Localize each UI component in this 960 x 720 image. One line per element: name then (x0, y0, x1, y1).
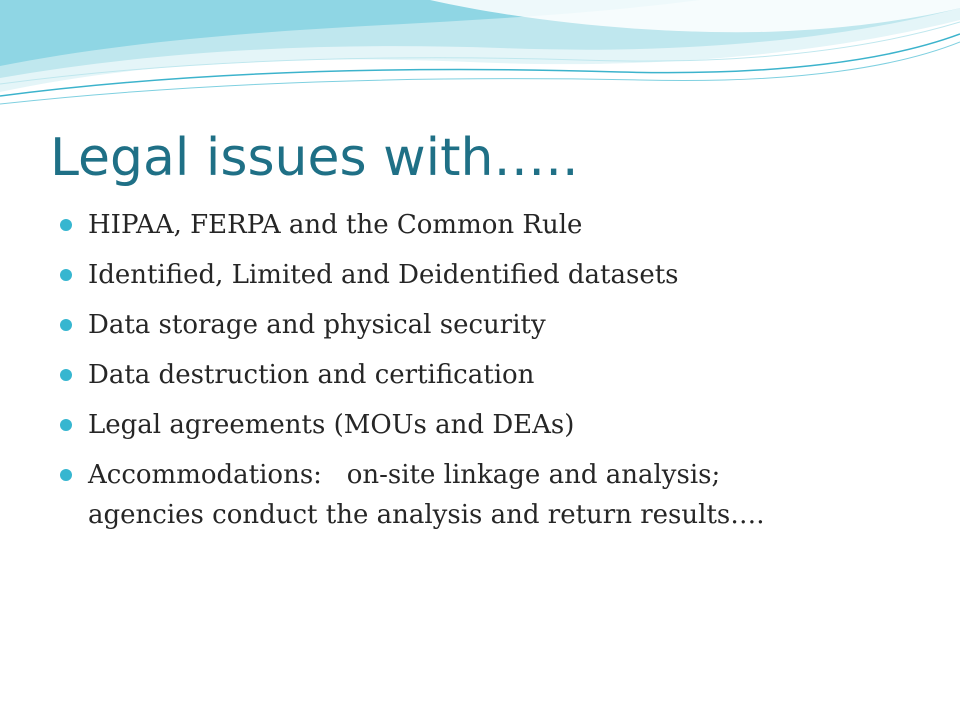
bullet-dot-icon (60, 369, 72, 381)
bullet-list (60, 205, 920, 545)
bullet-dot-icon (60, 469, 72, 481)
bullet-item (60, 405, 920, 445)
wave-header-decoration (0, 0, 960, 120)
slide-title: Legal issues with….. (50, 128, 579, 188)
bullet-text: Accommodations: on-site linkage and analysis; agencies conduct the analysis and return results…. (88, 460, 765, 530)
bullet-text: Data storage and physical security (88, 310, 546, 340)
bullet-item (60, 255, 920, 295)
bullet-item (60, 305, 920, 345)
bullet-text: Data destruction and certification (88, 360, 535, 390)
bullet-dot-icon (60, 419, 72, 431)
bullet-text: Legal agreements (MOUs and DEAs) (88, 410, 575, 440)
bullet-dot-icon (60, 319, 72, 331)
bullet-item (60, 355, 920, 395)
bullet-text: Identified, Limited and Deidentified datasets (88, 260, 679, 290)
bullet-dot-icon (60, 219, 72, 231)
bullet-dot-icon (60, 269, 72, 281)
bullet-item (60, 205, 920, 245)
bullet-item (60, 455, 920, 535)
bullet-text: HIPAA, FERPA and the Common Rule (88, 210, 583, 240)
